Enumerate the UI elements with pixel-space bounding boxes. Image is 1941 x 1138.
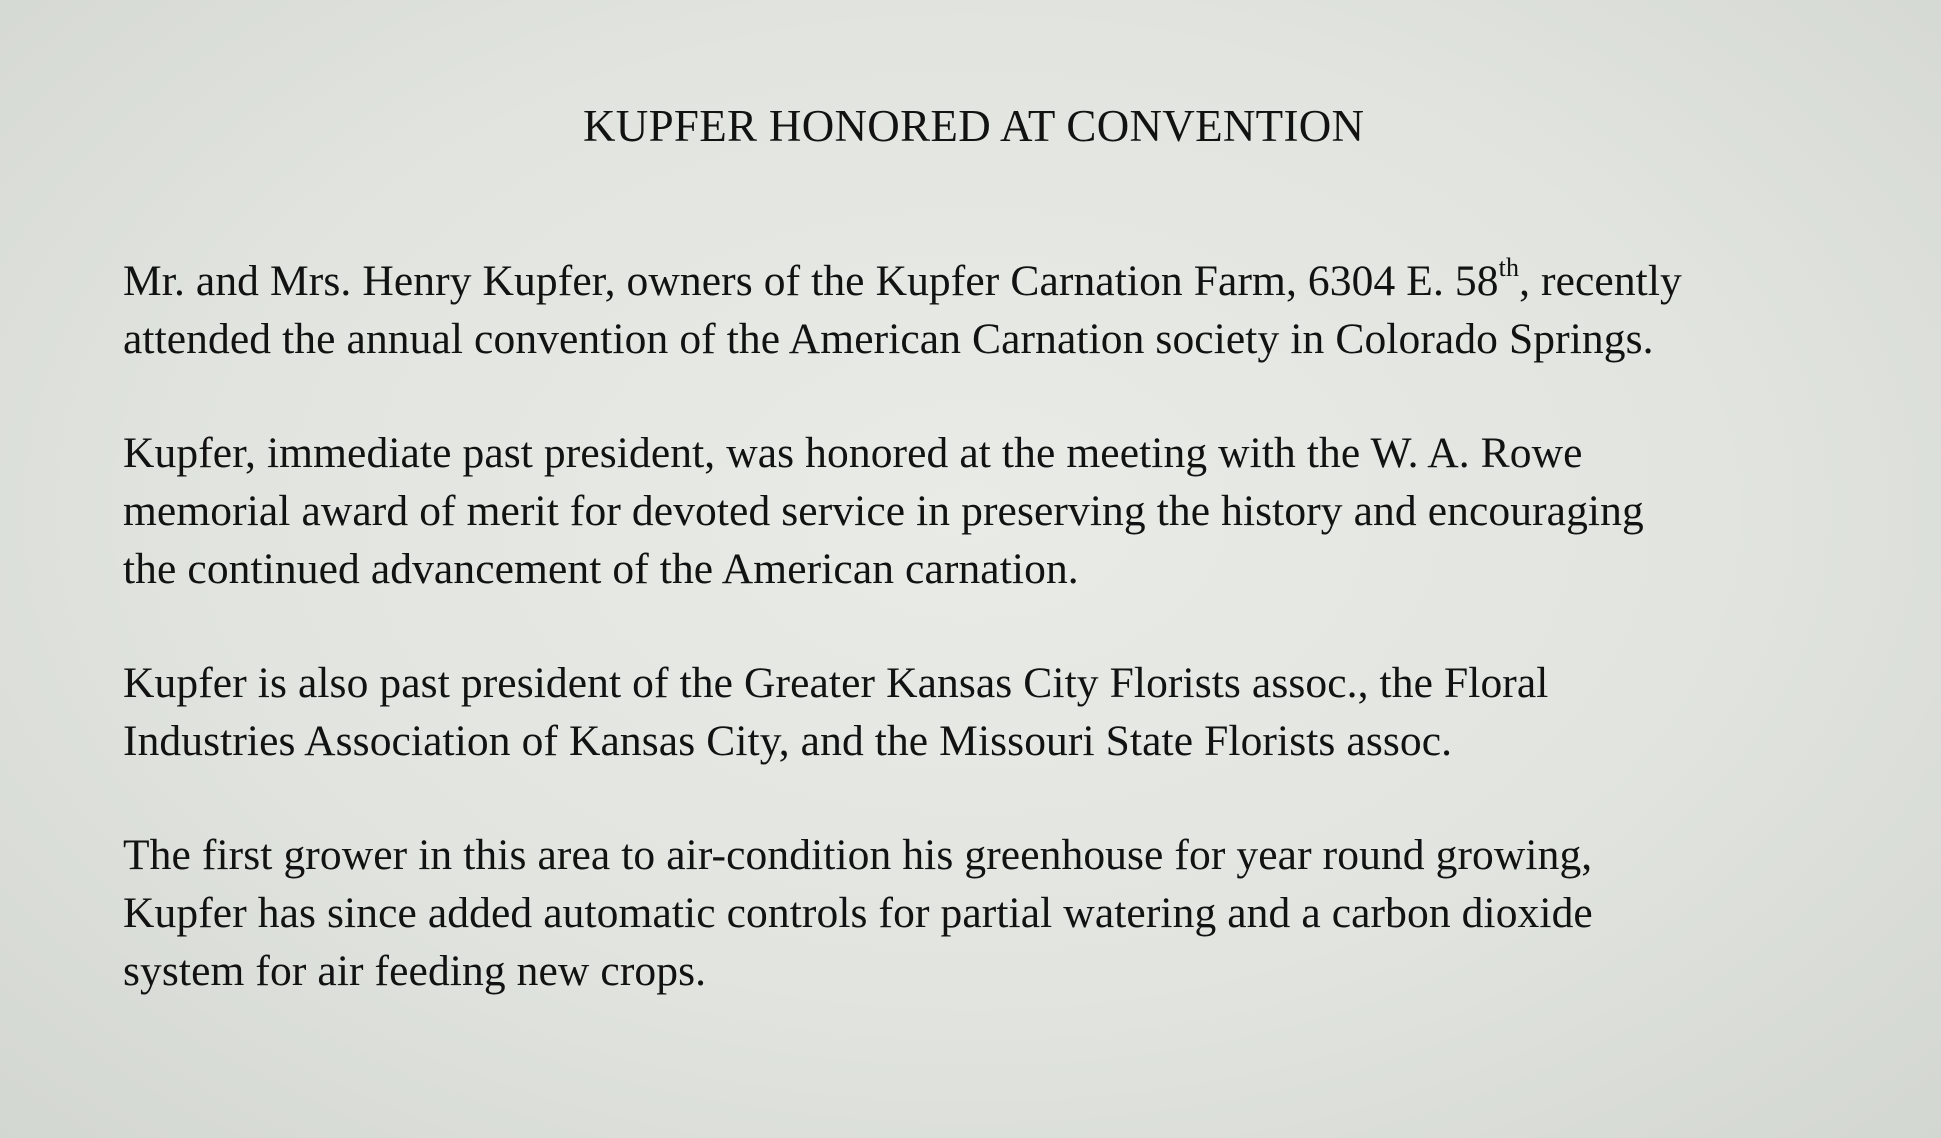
paragraph-line: Kupfer is also past president of the Greater Kansas City Florists assoc., the Floral	[123, 659, 1549, 707]
paragraph-line: attended the annual convention of the American Carnation society in Colorado Springs.	[123, 315, 1654, 363]
paragraph-4	[123, 826, 1883, 1000]
ordinal-suffix: th	[1498, 253, 1520, 282]
paragraph-line: system for air feeding new crops.	[123, 947, 707, 995]
article-title: KUPFER HONORED AT CONVENTION	[583, 101, 1365, 151]
paragraph-line: memorial award of merit for devoted service in preserving the history and encouraging	[123, 487, 1644, 535]
paragraph-line: Mr. and Mrs. Henry Kupfer, owners of the Kupfer Carnation Farm, 6304 E. 58th, recently	[123, 253, 1682, 305]
paragraph-line: Kupfer, immediate past president, was honored at the meeting with the W. A. Rowe	[123, 429, 1583, 477]
paragraph-line: the continued advancement of the American carnation.	[123, 545, 1079, 593]
paragraph-3	[123, 654, 1883, 770]
paragraph-1	[123, 252, 1883, 368]
paragraph-2	[123, 424, 1883, 598]
paragraph-line: Kupfer has since added automatic controls for partial watering and a carbon dioxide	[123, 889, 1593, 937]
paragraph-line: Industries Association of Kansas City, and the Missouri State Florists assoc.	[123, 717, 1453, 765]
article	[123, 96, 1883, 1000]
paragraph-line: The first grower in this area to air-condition his greenhouse for year round growing,	[123, 831, 1593, 879]
